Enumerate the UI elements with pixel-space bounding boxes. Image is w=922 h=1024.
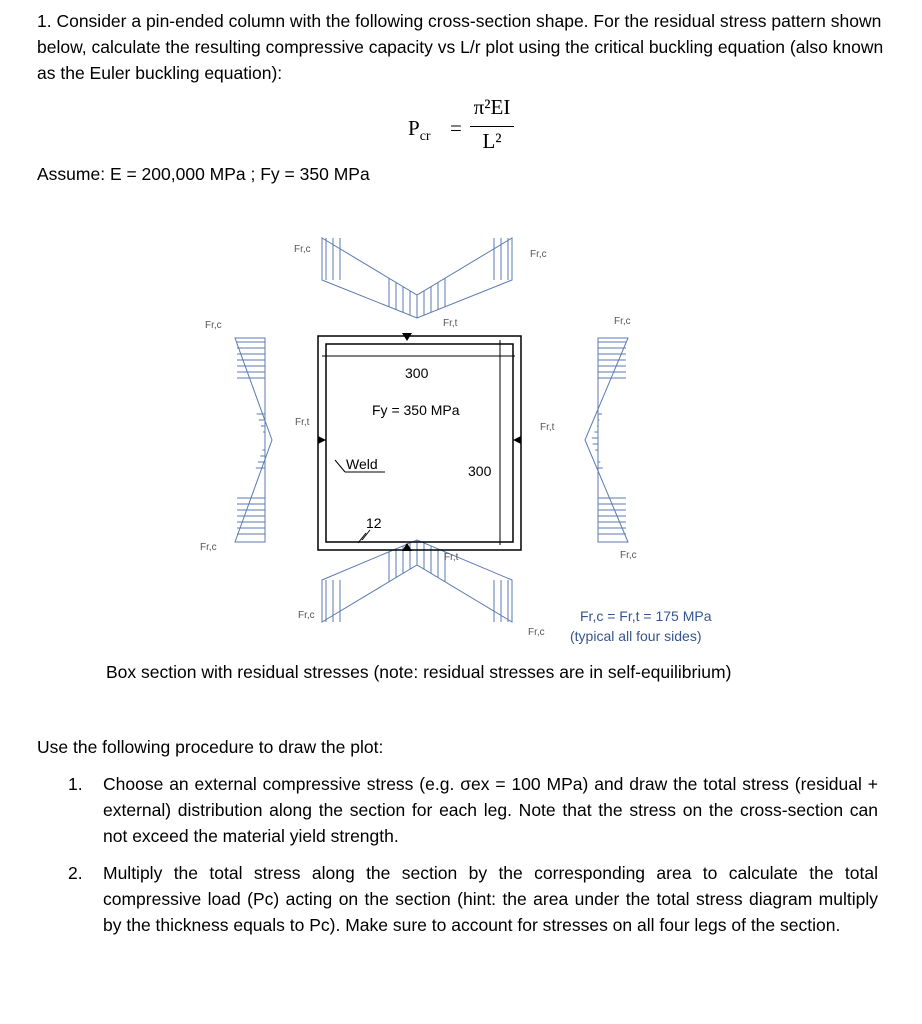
fraction-bar [470, 126, 514, 127]
step-number: 2. [68, 863, 83, 883]
step-text: Multiply the total stress along the section by the corresponding area to calculate the total compressive load (Pc) acting on the section (hint: the area under the total stress diagram multiply by the thickness equals to Pc). Make sure to account for stresses on all four legs of the section. [103, 863, 878, 935]
top-left-frc-label: Fr,c [294, 244, 311, 255]
stress-note-line2: (typical all four sides) [570, 628, 702, 644]
fy-label: Fy = 350 MPa [372, 402, 460, 418]
left-bottom-frc-label: Fr,c [200, 542, 217, 553]
right-frt-label: Fr,t [540, 422, 555, 433]
bottom-frt-label: Fr,t [444, 552, 459, 563]
equation-equals: = [450, 116, 462, 140]
euler-equation [408, 95, 528, 160]
thickness-dimension: 12 [366, 515, 382, 531]
figure-caption: Box section with residual stresses (note: residual stresses are in self-equilibrium) [106, 662, 732, 682]
left-frt-label: Fr,t [295, 417, 310, 428]
bottom-left-frc-label: Fr,c [298, 610, 315, 621]
step-number: 1. [68, 774, 83, 794]
bottom-right-frc-label: Fr,c [528, 627, 545, 638]
step-text: Choose an external compressive stress (e.g. σex = 100 MPa) and draw the total stress (residual + external) distribution along the section for each leg. Note that the stress on the cross-section can not exceed the material yield strength. [103, 774, 878, 846]
weld-label: Weld [346, 456, 378, 472]
top-frt-label: Fr,t [443, 318, 458, 329]
top-stress-diagram [322, 238, 512, 318]
right-stress-diagram [585, 338, 628, 542]
box-section-diagram [0, 220, 922, 660]
assumptions: Assume: E = 200,000 MPa ; Fy = 350 MPa [37, 164, 370, 184]
height-dimension: 300 [468, 463, 492, 479]
top-right-frc-label: Fr,c [530, 249, 547, 260]
left-stress-diagram [235, 338, 272, 542]
question-text: 1. Consider a pin-ended column with the following cross-section shape. For the residual stress pattern shown below, calculate the resulting compressive capacity vs L/r plot using the critical buckling equation (also known as the Euler buckling equation): [37, 11, 884, 83]
left-top-frc-label: Fr,c [205, 320, 222, 331]
equation-denominator: L² [482, 129, 502, 153]
right-bottom-frc-label: Fr,c [620, 550, 637, 561]
equation-lhs: $P_{cr}$ [408, 116, 431, 145]
width-dimension: 300 [405, 365, 429, 381]
right-top-frc-label: Fr,c [614, 316, 631, 327]
equation-numerator: π²EI [473, 95, 511, 119]
stress-note-line1: Fr,c = Fr,t = 175 MPa [580, 608, 712, 624]
procedure-intro: Use the following procedure to draw the plot: [37, 737, 384, 757]
bottom-stress-diagram [322, 540, 512, 622]
